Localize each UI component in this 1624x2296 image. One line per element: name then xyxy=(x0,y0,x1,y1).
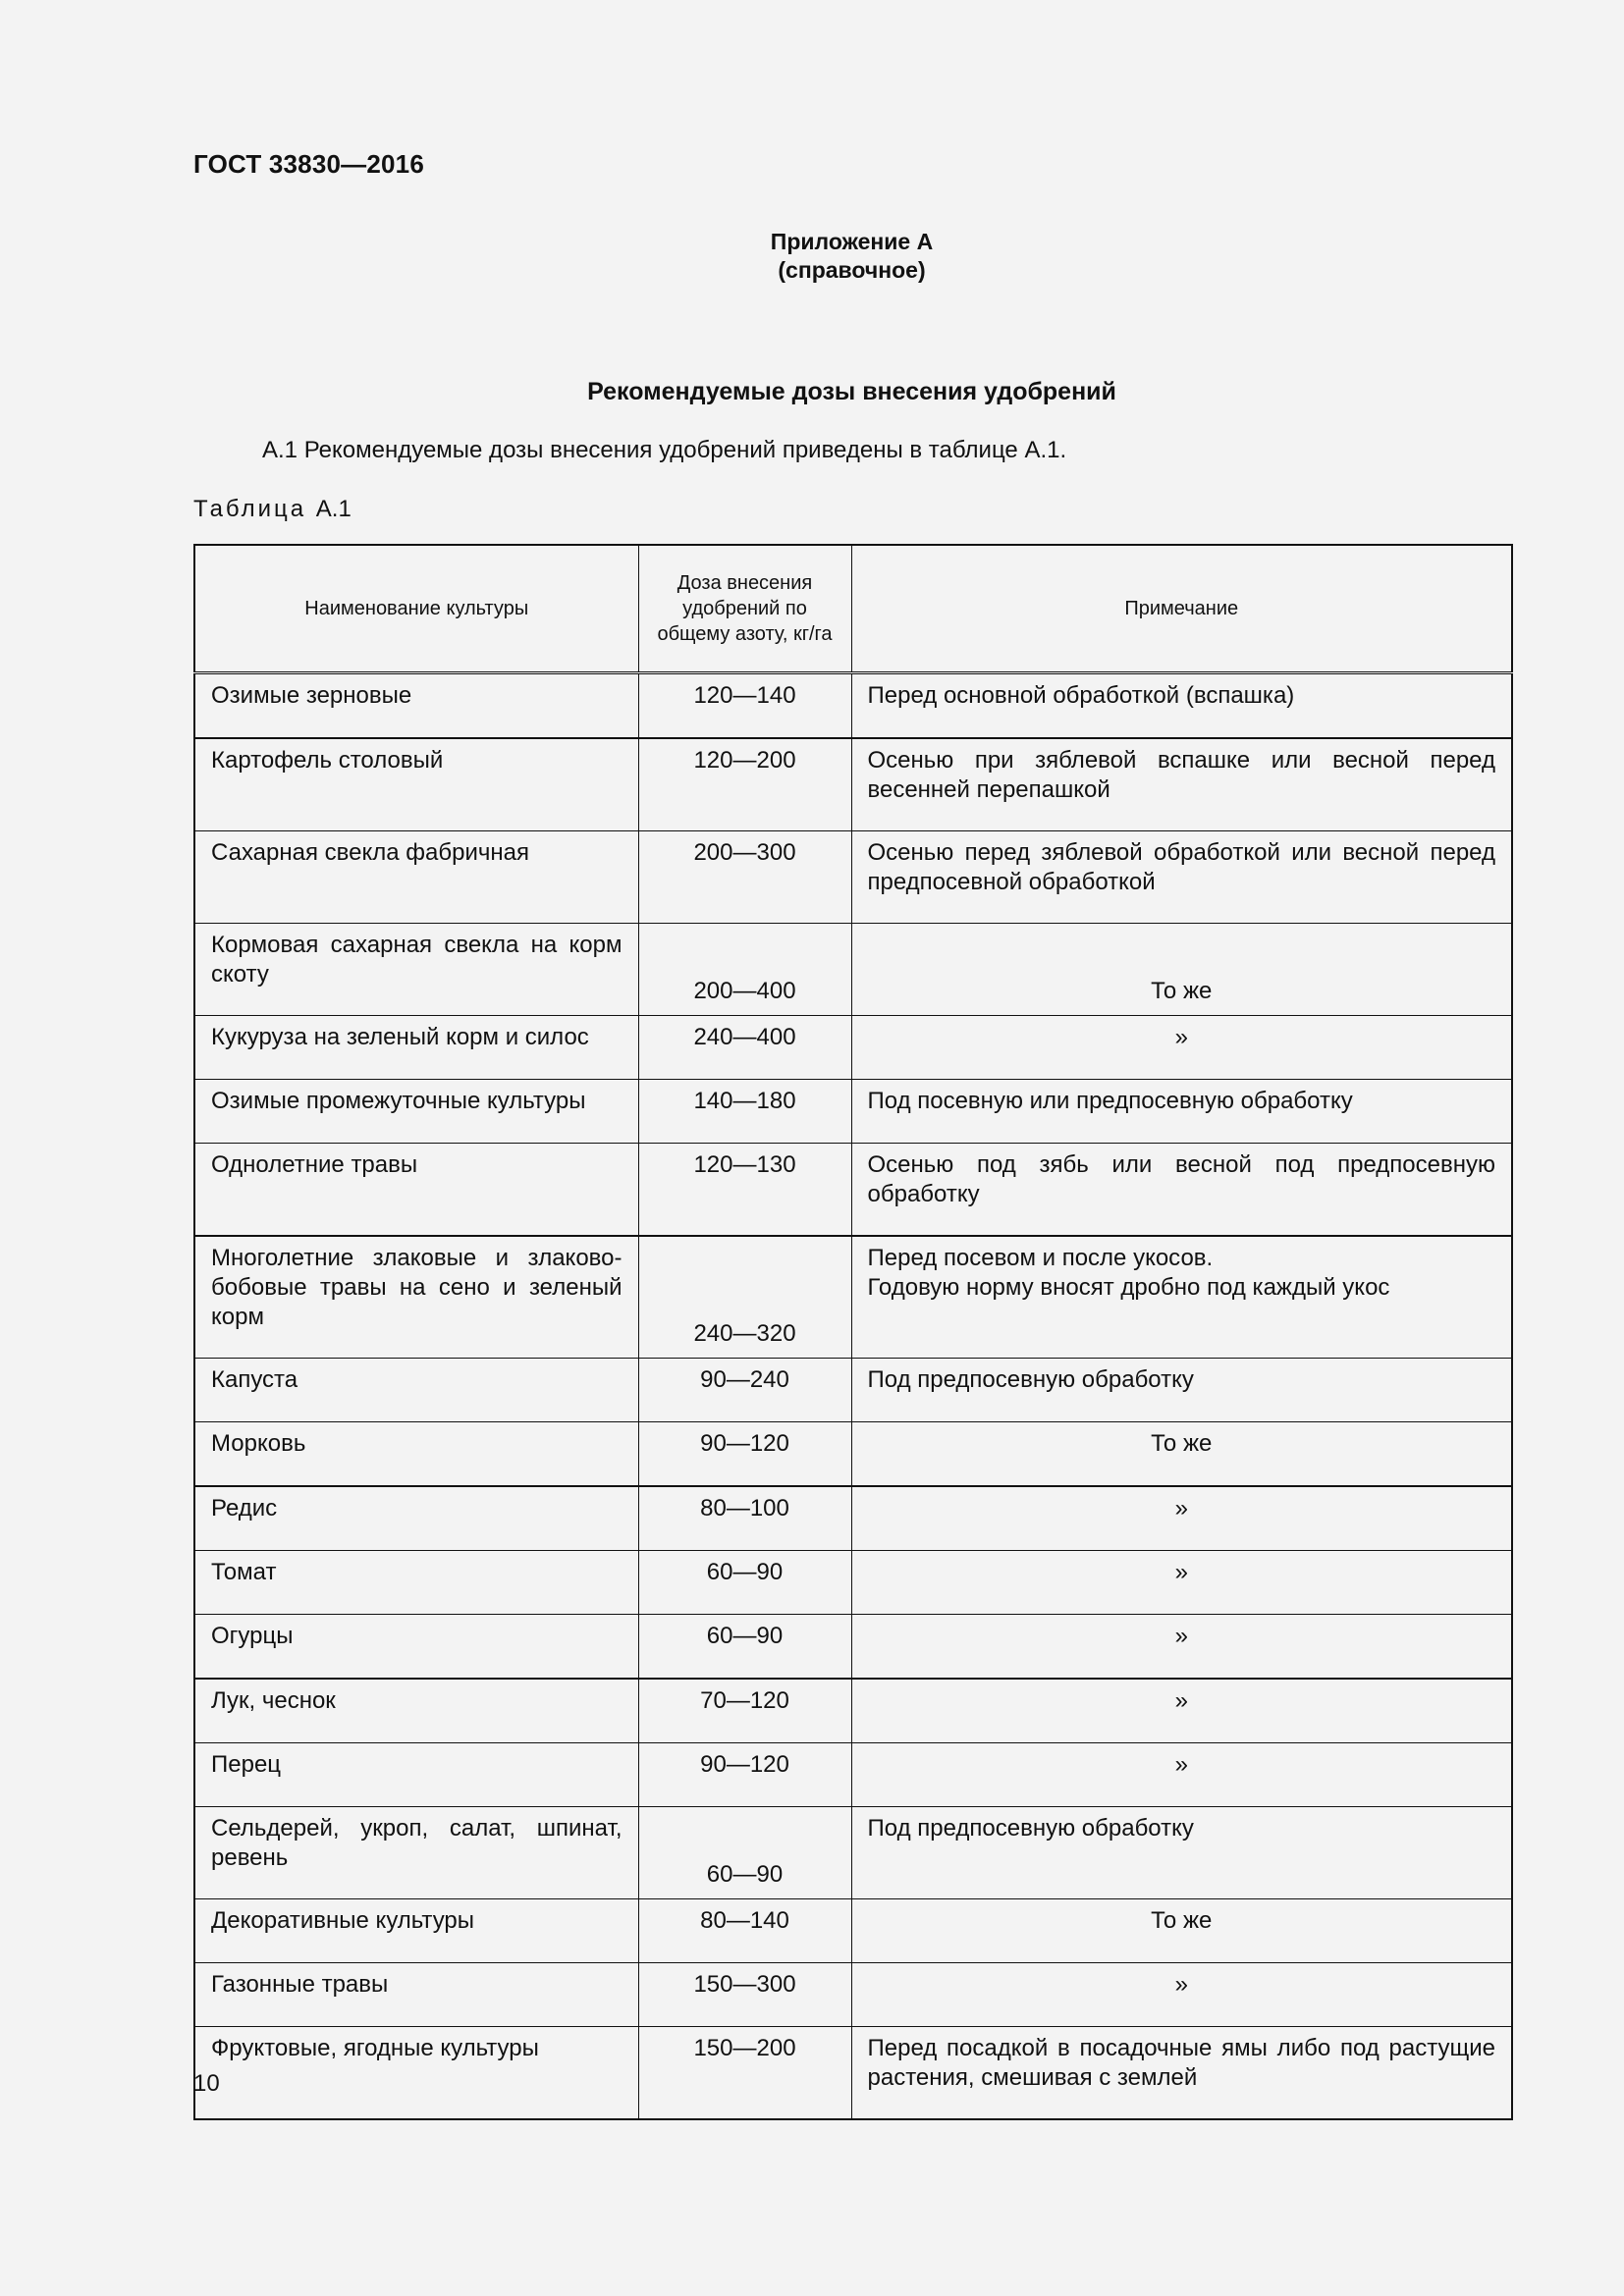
note-cell: » xyxy=(851,1615,1512,1680)
culture-cell: Однолетние травы xyxy=(194,1144,638,1237)
culture-cell: Фруктовые, ягодные культуры xyxy=(194,2027,638,2120)
culture-cell: Сельдерей, укроп, салат, шпинат, ревень xyxy=(194,1807,638,1899)
table-row xyxy=(194,1743,1512,1807)
culture-cell: Редис xyxy=(194,1486,638,1551)
note-cell: Под посевную или предпосевную обработку xyxy=(851,1080,1512,1144)
table-row xyxy=(194,1016,1512,1080)
note-cell: » xyxy=(851,1743,1512,1807)
table-row xyxy=(194,1963,1512,2027)
note-cell: Под предпосевную обработку xyxy=(851,1359,1512,1422)
culture-cell: Кормовая сахарная свекла на корм скоту xyxy=(194,924,638,1016)
intro-paragraph: А.1 Рекомендуемые дозы внесения удобрений приведены в таблице А.1. xyxy=(262,437,1067,463)
culture-cell: Озимые зерновые xyxy=(194,673,638,739)
culture-cell: Капуста xyxy=(194,1359,638,1422)
table-row xyxy=(194,1422,1512,1487)
dose-cell: 60—90 xyxy=(638,1551,851,1615)
note-cell: » xyxy=(851,1963,1512,2027)
dose-cell: 200—300 xyxy=(638,831,851,924)
note-cell: Осенью при зяблевой вспашке или весной перед весенней перепашкой xyxy=(851,738,1512,831)
note-cell: Осенью под зябь или весной под предпосевную обработку xyxy=(851,1144,1512,1237)
table-row xyxy=(194,1551,1512,1615)
table-row xyxy=(194,1359,1512,1422)
appendix-title: Приложение А xyxy=(770,229,934,254)
note-cell: » xyxy=(851,1486,1512,1551)
note-cell: » xyxy=(851,1016,1512,1080)
dose-cell: 90—240 xyxy=(638,1359,851,1422)
dose-cell: 150—200 xyxy=(638,2027,851,2120)
note-cell: » xyxy=(851,1679,1512,1743)
table-header-row xyxy=(194,545,1512,673)
culture-cell: Лук, чеснок xyxy=(194,1679,638,1743)
table-row xyxy=(194,1679,1512,1743)
document-code: ГОСТ 33830—2016 xyxy=(193,149,424,179)
note-cell: Перед посадкой в посадочные ямы либо под растущие растения, смешивая с землей xyxy=(851,2027,1512,2120)
table-caption-word: Таблица xyxy=(193,496,307,522)
header-note: Примечание xyxy=(851,545,1512,673)
dose-cell: 70—120 xyxy=(638,1679,851,1743)
dose-cell: 240—320 xyxy=(638,1236,851,1359)
table-row xyxy=(194,2027,1512,2120)
table-row xyxy=(194,831,1512,924)
table-row xyxy=(194,1807,1512,1899)
dose-cell: 120—140 xyxy=(638,673,851,739)
culture-cell: Морковь xyxy=(194,1422,638,1487)
dose-cell: 120—200 xyxy=(638,738,851,831)
appendix-subtitle: (справочное) xyxy=(778,257,926,283)
page-number: 10 xyxy=(193,2070,220,2097)
table-row xyxy=(194,1236,1512,1359)
dose-cell: 90—120 xyxy=(638,1422,851,1487)
culture-cell: Газонные травы xyxy=(194,1963,638,2027)
dose-cell: 60—90 xyxy=(638,1807,851,1899)
dose-cell: 80—140 xyxy=(638,1899,851,1963)
table-row xyxy=(194,1080,1512,1144)
culture-cell: Многолетние злаковые и злаково-бобовые травы на сено и зеленый корм xyxy=(194,1236,638,1359)
note-cell: Перед основной обработкой (вспашка) xyxy=(851,673,1512,739)
table-caption xyxy=(193,496,352,523)
table-row xyxy=(194,924,1512,1016)
culture-cell: Картофель столовый xyxy=(194,738,638,831)
dose-cell: 150—300 xyxy=(638,1963,851,2027)
table-row xyxy=(194,673,1512,739)
table-row xyxy=(194,1486,1512,1551)
culture-cell: Огурцы xyxy=(194,1615,638,1680)
dose-cell: 240—400 xyxy=(638,1016,851,1080)
dose-cell: 90—120 xyxy=(638,1743,851,1807)
dose-cell: 120—130 xyxy=(638,1144,851,1237)
table-body xyxy=(194,673,1512,2120)
note-cell: То же xyxy=(851,1422,1512,1487)
section-title: Рекомендуемые дозы внесения удобрений xyxy=(587,378,1116,405)
culture-cell: Декоративные культуры xyxy=(194,1899,638,1963)
header-culture: Наименование культуры xyxy=(194,545,638,673)
table-row xyxy=(194,1615,1512,1680)
culture-cell: Озимые промежуточные культуры xyxy=(194,1080,638,1144)
culture-cell: Сахарная свекла фабричная xyxy=(194,831,638,924)
dose-cell: 80—100 xyxy=(638,1486,851,1551)
dose-cell: 140—180 xyxy=(638,1080,851,1144)
culture-cell: Томат xyxy=(194,1551,638,1615)
note-cell: » xyxy=(851,1551,1512,1615)
appendix-heading xyxy=(0,228,1624,285)
header-dose: Доза внесения удобрений по общему азоту, кг/га xyxy=(638,545,851,673)
table-caption-number: А.1 xyxy=(315,496,352,522)
note-cell: Перед посевом и после укосов. Годовую норму вносят дробно под каждый укос xyxy=(851,1236,1512,1359)
culture-cell: Кукуруза на зеленый корм и силос xyxy=(194,1016,638,1080)
fertilizer-dose-table xyxy=(193,544,1513,2120)
note-cell: Под предпосевную обработку xyxy=(851,1807,1512,1899)
note-cell: То же xyxy=(851,924,1512,1016)
note-cell: Осенью перед зяблевой обработкой или весной перед предпосевной обработкой xyxy=(851,831,1512,924)
dose-cell: 200—400 xyxy=(638,924,851,1016)
table-row xyxy=(194,1144,1512,1237)
table-row xyxy=(194,1899,1512,1963)
table-row xyxy=(194,738,1512,831)
culture-cell: Перец xyxy=(194,1743,638,1807)
note-cell: То же xyxy=(851,1899,1512,1963)
dose-cell: 60—90 xyxy=(638,1615,851,1680)
